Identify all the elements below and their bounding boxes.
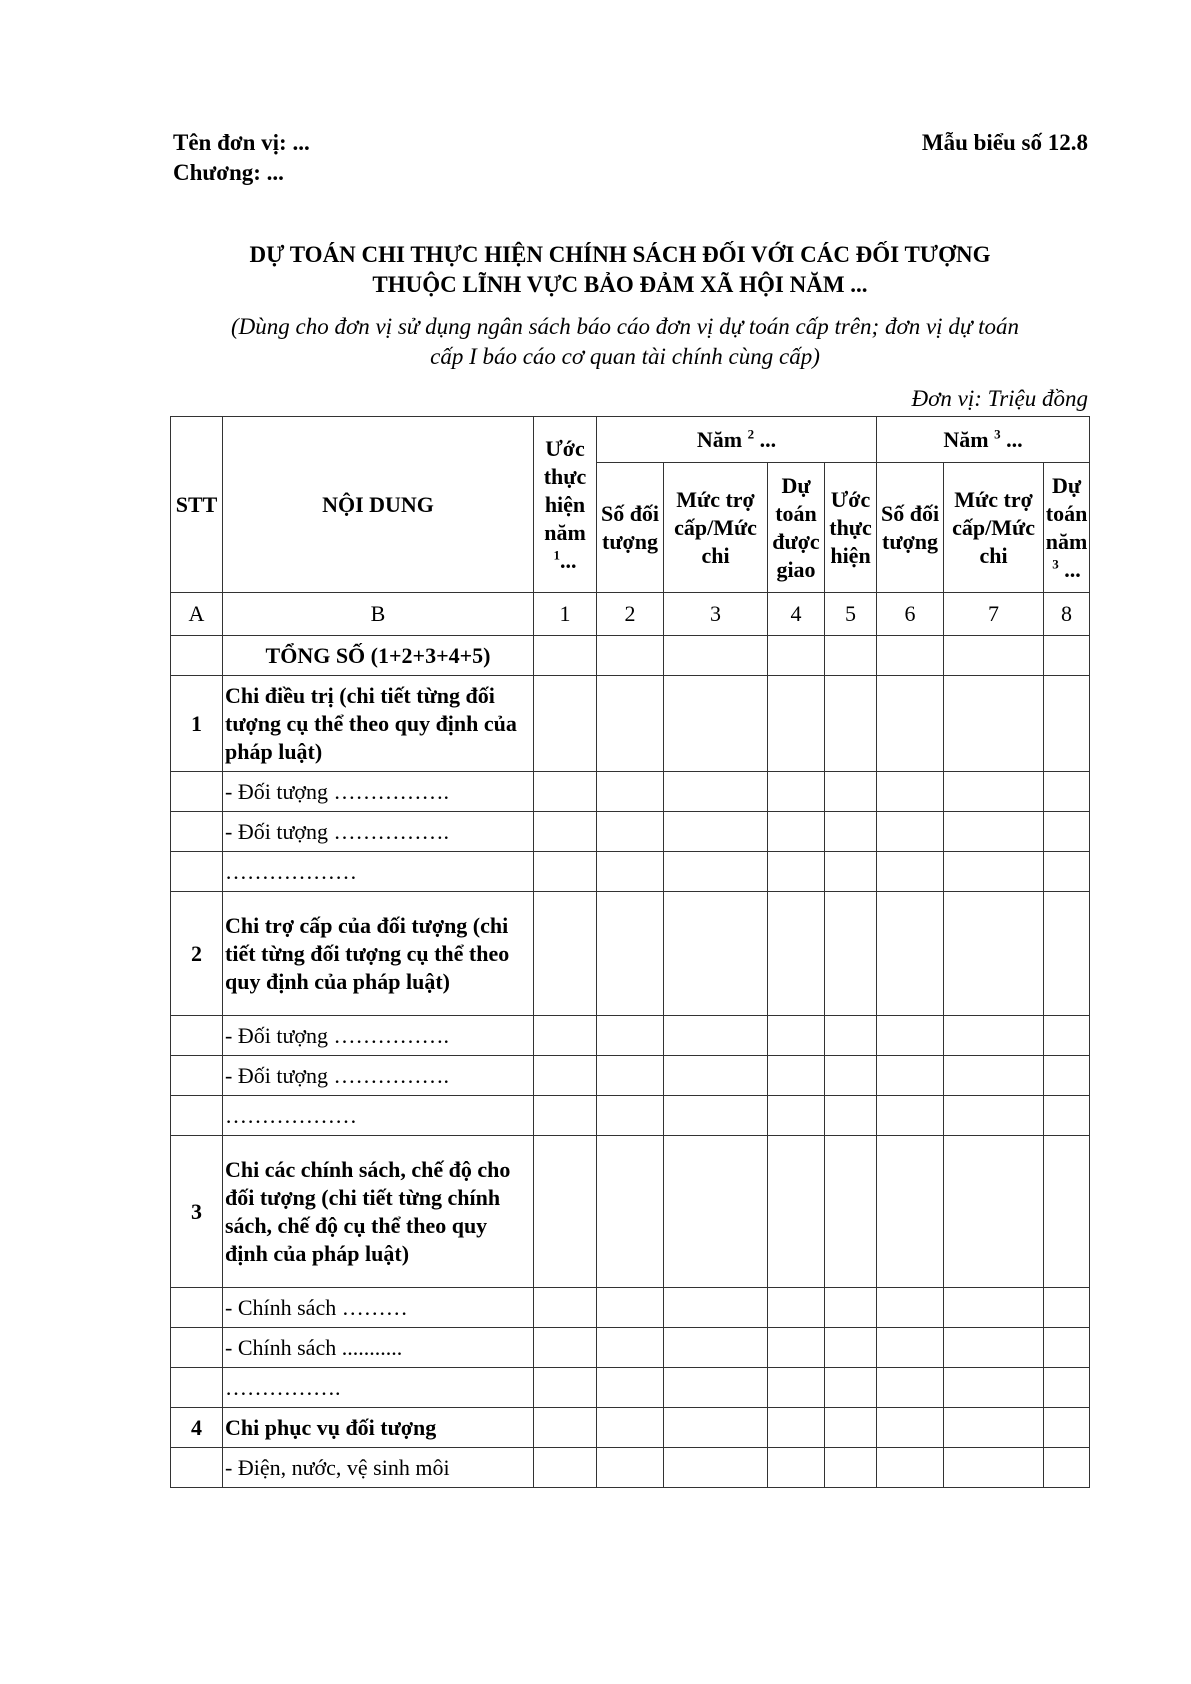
row-stt [171, 1096, 223, 1136]
value-cell [944, 1096, 1044, 1136]
table-row [171, 1448, 1090, 1488]
value-cell [1044, 1328, 1090, 1368]
value-cell [1044, 812, 1090, 852]
table-row [171, 1136, 1090, 1288]
header-estimated-done: Ước thực hiện [825, 463, 877, 593]
row-stt [171, 1368, 223, 1408]
row-content: - Điện, nước, vệ sinh môi [223, 1448, 534, 1488]
row-stt: 4 [171, 1408, 223, 1448]
row-content: ……………. [223, 1368, 534, 1408]
value-cell [664, 1408, 768, 1448]
value-cell [944, 636, 1044, 676]
value-cell [597, 892, 664, 1016]
value-cell [877, 636, 944, 676]
value-cell [664, 1328, 768, 1368]
row-content: - Đối tượng ……………. [223, 772, 534, 812]
value-cell [534, 676, 597, 772]
value-cell [825, 772, 877, 812]
title-line-1: DỰ TOÁN CHI THỰC HIỆN CHÍNH SÁCH ĐỐI VỚI CÁC ĐỐI TƯỢNG [249, 242, 991, 267]
table-row [171, 636, 1090, 676]
row-stt [171, 1328, 223, 1368]
value-cell [768, 852, 825, 892]
value-cell [944, 1328, 1044, 1368]
column-number: B [223, 593, 534, 636]
value-cell [597, 772, 664, 812]
column-number: 7 [944, 593, 1044, 636]
value-cell [664, 812, 768, 852]
value-cell [534, 1448, 597, 1488]
header-year-3: Năm $^3$ ... [877, 417, 1090, 463]
column-number: A [171, 593, 223, 636]
value-cell [944, 1056, 1044, 1096]
value-cell [877, 676, 944, 772]
value-cell [1044, 1056, 1090, 1096]
value-cell [664, 1368, 768, 1408]
value-cell [768, 1448, 825, 1488]
value-cell [1044, 1288, 1090, 1328]
table-row [171, 1408, 1090, 1448]
value-cell [597, 1016, 664, 1056]
value-cell [597, 1328, 664, 1368]
row-content: - Chính sách ........... [223, 1328, 534, 1368]
value-cell [877, 1328, 944, 1368]
value-cell [534, 1056, 597, 1096]
column-number: 4 [768, 593, 825, 636]
table-row [171, 1288, 1090, 1328]
value-cell [597, 1368, 664, 1408]
value-cell [877, 1368, 944, 1408]
value-cell [597, 676, 664, 772]
value-cell [534, 1408, 597, 1448]
header-assigned-estimate: Dự toán được giao [768, 463, 825, 593]
value-cell [664, 772, 768, 812]
value-cell [534, 892, 597, 1016]
value-cell [944, 1136, 1044, 1288]
value-cell [825, 1056, 877, 1096]
value-cell [534, 1368, 597, 1408]
row-stt [171, 636, 223, 676]
header-year-2: Năm $^2$ ... [597, 417, 877, 463]
row-stt [171, 772, 223, 812]
table-row [171, 1096, 1090, 1136]
row-content: - Chính sách ……… [223, 1288, 534, 1328]
column-number: 5 [825, 593, 877, 636]
value-cell [1044, 852, 1090, 892]
value-cell [664, 1096, 768, 1136]
header-estimate-year: Ước thực hiện năm $^1$... [534, 417, 597, 593]
value-cell [768, 812, 825, 852]
table-row [171, 1328, 1090, 1368]
value-cell [664, 1136, 768, 1288]
value-cell [944, 1016, 1044, 1056]
row-content: Chi điều trị (chi tiết từng đối tượng cụ thể theo quy định của pháp luật) [223, 676, 534, 772]
value-cell [664, 852, 768, 892]
value-cell [768, 1408, 825, 1448]
value-cell [877, 1136, 944, 1288]
value-cell [664, 892, 768, 1016]
row-stt: 3 [171, 1136, 223, 1288]
value-cell [768, 1056, 825, 1096]
value-cell [534, 1328, 597, 1368]
value-cell [944, 1288, 1044, 1328]
value-cell [597, 1136, 664, 1288]
value-cell [664, 1016, 768, 1056]
value-cell [877, 812, 944, 852]
value-cell [664, 1056, 768, 1096]
column-number: 3 [664, 593, 768, 636]
value-cell [825, 1136, 877, 1288]
value-cell [877, 1408, 944, 1448]
row-stt [171, 812, 223, 852]
row-content: Chi trợ cấp của đối tượng (chi tiết từng đối tượng cụ thể theo quy định của pháp luật) [223, 892, 534, 1016]
value-cell [1044, 892, 1090, 1016]
unit-name: Tên đơn vị: ... [173, 130, 310, 155]
form-number: Mẫu biểu số 12.8 [921, 130, 1088, 155]
row-content: ……………… [223, 852, 534, 892]
value-cell [1044, 1016, 1090, 1056]
table-row [171, 676, 1090, 772]
value-cell [664, 676, 768, 772]
value-cell [534, 1288, 597, 1328]
value-cell [1044, 1136, 1090, 1288]
row-stt: 2 [171, 892, 223, 1016]
value-cell [825, 676, 877, 772]
value-cell [825, 1016, 877, 1056]
value-cell [825, 636, 877, 676]
value-cell [877, 1288, 944, 1328]
value-cell [768, 1368, 825, 1408]
value-cell [664, 636, 768, 676]
table-row [171, 1016, 1090, 1056]
value-cell [768, 1016, 825, 1056]
currency-unit: Đơn vị: Triệu đồng [911, 386, 1088, 411]
value-cell [534, 812, 597, 852]
header-estimate-year-3: Dự toán năm $^3$ ... [1044, 463, 1090, 593]
value-cell [944, 1368, 1044, 1408]
value-cell [534, 772, 597, 812]
value-cell [534, 636, 597, 676]
value-cell [944, 676, 1044, 772]
value-cell [1044, 772, 1090, 812]
value-cell [664, 1288, 768, 1328]
value-cell [944, 812, 1044, 852]
value-cell [944, 1448, 1044, 1488]
value-cell [877, 1096, 944, 1136]
value-cell [944, 852, 1044, 892]
value-cell [597, 812, 664, 852]
table-row [171, 1056, 1090, 1096]
value-cell [944, 892, 1044, 1016]
value-cell [597, 852, 664, 892]
value-cell [597, 1408, 664, 1448]
value-cell [1044, 1408, 1090, 1448]
value-cell [825, 1448, 877, 1488]
value-cell [597, 1096, 664, 1136]
value-cell [534, 1136, 597, 1288]
document-subtitle [160, 312, 1090, 372]
header-num-subjects: Số đối tượng [597, 463, 664, 593]
value-cell [877, 772, 944, 812]
value-cell [597, 1448, 664, 1488]
budget-table [170, 416, 1090, 1488]
value-cell [597, 636, 664, 676]
header-num-subjects-3: Số đối tượng [877, 463, 944, 593]
value-cell [597, 1056, 664, 1096]
value-cell [825, 892, 877, 1016]
value-cell [825, 1368, 877, 1408]
table-body [171, 593, 1090, 1488]
row-stt [171, 1448, 223, 1488]
value-cell [1044, 676, 1090, 772]
value-cell [768, 772, 825, 812]
column-number: 8 [1044, 593, 1090, 636]
subtitle-line-1: (Dùng cho đơn vị sử dụng ngân sách báo cáo đơn vị dự toán cấp trên; đơn vị dự toán [231, 314, 1019, 339]
value-cell [877, 1016, 944, 1056]
row-content: - Đối tượng ……………. [223, 1056, 534, 1096]
value-cell [825, 812, 877, 852]
value-cell [534, 1096, 597, 1136]
value-cell [768, 892, 825, 1016]
document-title [150, 240, 1090, 300]
row-stt [171, 1288, 223, 1328]
column-number: 1 [534, 593, 597, 636]
value-cell [944, 772, 1044, 812]
row-content: ……………… [223, 1096, 534, 1136]
value-cell [825, 1328, 877, 1368]
column-number: 2 [597, 593, 664, 636]
value-cell [534, 1016, 597, 1056]
value-cell [877, 892, 944, 1016]
value-cell [768, 1328, 825, 1368]
row-stt [171, 1056, 223, 1096]
value-cell [664, 1448, 768, 1488]
value-cell [1044, 1368, 1090, 1408]
row-stt: 1 [171, 676, 223, 772]
header-content: NỘI DUNG [223, 417, 534, 593]
value-cell [597, 1288, 664, 1328]
subtitle-line-2: cấp I báo cáo cơ quan tài chính cùng cấp) [430, 344, 820, 369]
table-row [171, 812, 1090, 852]
chapter: Chương: ... [173, 160, 284, 185]
value-cell [1044, 636, 1090, 676]
value-cell [768, 1288, 825, 1328]
value-cell [768, 636, 825, 676]
header-support-level-3: Mức trợ cấp/Mức chi [944, 463, 1044, 593]
table-row [171, 852, 1090, 892]
value-cell [825, 1096, 877, 1136]
header-stt: STT [171, 417, 223, 593]
value-cell [768, 676, 825, 772]
value-cell [534, 852, 597, 892]
row-stt [171, 1016, 223, 1056]
column-number: 6 [877, 593, 944, 636]
value-cell [768, 1136, 825, 1288]
value-cell [877, 1448, 944, 1488]
header-support-level: Mức trợ cấp/Mức chi [664, 463, 768, 593]
value-cell [877, 1056, 944, 1096]
value-cell [1044, 1096, 1090, 1136]
row-content: TỔNG SỐ (1+2+3+4+5) [223, 636, 534, 676]
value-cell [825, 852, 877, 892]
table-row [171, 1368, 1090, 1408]
value-cell [825, 1288, 877, 1328]
value-cell [825, 1408, 877, 1448]
title-line-2: THUỘC LĨNH VỰC BẢO ĐẢM XÃ HỘI NĂM ... [372, 272, 868, 297]
table-row [171, 892, 1090, 1016]
row-content: - Đối tượng ……………. [223, 1016, 534, 1056]
row-content: Chi phục vụ đối tượng [223, 1408, 534, 1448]
value-cell [1044, 1448, 1090, 1488]
row-content: - Đối tượng ……………. [223, 812, 534, 852]
table-row [171, 772, 1090, 812]
row-content: Chi các chính sách, chế độ cho đối tượng (chi tiết từng chính sách, chế độ cụ thể theo quy định của pháp luật) [223, 1136, 534, 1288]
value-cell [877, 852, 944, 892]
column-number-row [171, 593, 1090, 636]
value-cell [944, 1408, 1044, 1448]
row-stt [171, 852, 223, 892]
value-cell [768, 1096, 825, 1136]
